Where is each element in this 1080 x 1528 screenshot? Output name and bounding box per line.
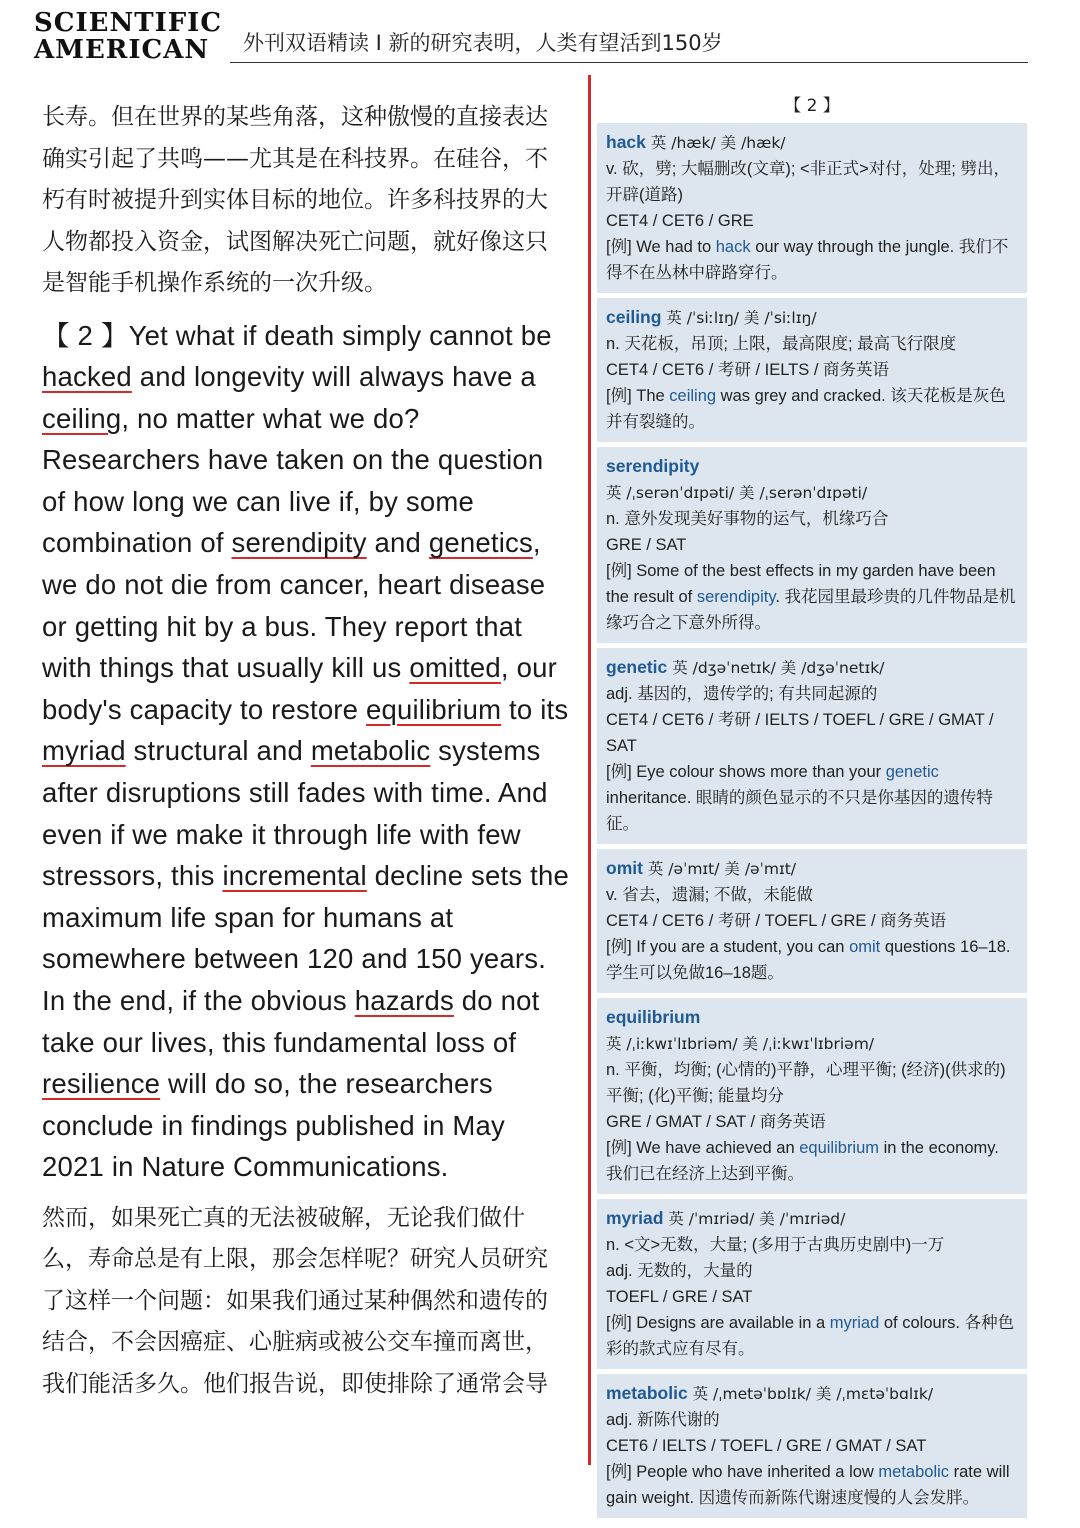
keyword-resilience: resilience — [42, 1068, 161, 1100]
vocab-definition: v. 砍，劈; 大幅删改(文章); <非正式>对付，处理; 劈出，开辟(道路) — [606, 160, 1010, 204]
example-text: inheritance. 眼睛的颜色显示的不只是你基因的遗传特征。 — [606, 789, 993, 833]
keyword-genetics: genetics — [428, 527, 533, 559]
vocab-definition: adj. 无数的，大量的 — [606, 1262, 753, 1280]
keyword-serendipity: serendipity — [231, 527, 367, 559]
vocab-definition: adj. 新陈代谢的 — [606, 1411, 720, 1429]
vocab-card-genetic — [597, 648, 1027, 844]
vocab-headline — [606, 1205, 1017, 1232]
example-keyword: omit — [849, 938, 881, 956]
english-paragraph — [42, 315, 570, 1188]
example-keyword: metabolic — [878, 1463, 950, 1481]
vocabulary-heading: 【 2 】 — [784, 96, 840, 116]
vocab-exam-tags: CET4 / CET6 / GRE — [606, 212, 754, 230]
text-segment: , we do not die from cancer, heart disease or getting hit by a bus. They report that with things that usually kill us — [42, 527, 546, 684]
text-segment: will do so, the researchers conclude in findings published in May 2021 in Nature Communications. — [42, 1068, 505, 1183]
vocab-pronunciation: 英 /ˈsiːlɪŋ/ 美 /ˈsiːlɪŋ/ — [661, 309, 817, 327]
vocab-card-myriad — [597, 1199, 1027, 1369]
vocab-example — [606, 558, 1017, 636]
text-segment: do not take our lives, this fundamental loss of — [42, 985, 540, 1058]
vocab-exam-tags: CET4 / CET6 / 考研 / TOEFL / GRE / 商务英语 — [606, 912, 947, 930]
vocab-headline — [606, 304, 1017, 331]
intro-chinese-paragraph: 长寿。但在世界的某些角落，这种傲慢的直接表达确实引起了共鸣——尤其是在科技界。在硅谷，不朽有时被提升到实体目标的地位。许多科技界的大人物都投入资金，试图解决死亡问题，就好像这只是智能手机操作系统的一次升级。 — [42, 104, 548, 296]
chinese-translation: 然而，如果死亡真的无法被破解，无论我们做什么，寿命总是有上限，那会怎样呢？研究人员研究了这样一个问题：如果我们通过某种偶然和遗传的结合，不会因癌症、心脏病或被公交车撞而离世，我们能活多久。他们报告说，即使排除了通常会导 — [42, 1204, 548, 1397]
text-segment: , no matter what we do? Researchers have taken on the question of how long we can live if, by some combination of — [42, 402, 544, 559]
vocab-word: ceiling — [606, 307, 662, 327]
keyword-ceiling: ceiling — [42, 402, 122, 434]
vocab-example — [606, 1135, 1017, 1187]
text-segment: structural and — [125, 735, 311, 767]
keyword-incremental: incremental — [222, 860, 367, 892]
vocab-example — [606, 1459, 1017, 1511]
page-header — [0, 0, 1080, 75]
vocab-word: hack — [606, 132, 646, 152]
vocab-word: equilibrium — [606, 1007, 701, 1027]
text-segment: and — [366, 527, 429, 559]
example-text: in the economy. 我们已在经济上达到平衡。 — [606, 1139, 999, 1183]
vocab-pronunciation: 英 /hæk/ 美 /hæk/ — [645, 134, 786, 152]
example-text: [例] People who have inherited a low — [606, 1463, 879, 1481]
logo-line-1: SCIENTIFIC — [34, 8, 223, 38]
example-text: [例] Eye colour shows more than your — [606, 763, 886, 781]
article-column — [42, 97, 570, 1405]
example-text: [例] We have achieved an — [606, 1139, 800, 1157]
vocab-exam-tags: CET6 / IELTS / TOEFL / GRE / GMAT / SAT — [606, 1437, 927, 1455]
vocab-headline — [606, 453, 1017, 480]
example-text: questions 16–18. 学生可以免做16–18题。 — [606, 938, 1011, 982]
vocab-card-metabolic — [597, 1374, 1027, 1518]
example-text: [例] We had to — [606, 238, 716, 256]
vocab-pronunciation: 英 /ˌserənˈdɪpəti/ 美 /ˌserənˈdɪpəti/ — [606, 484, 868, 502]
text-segment: decline sets the maximum life span for humans at somewhere between 120 and 150 years. In the end, if the obvious — [42, 860, 569, 1016]
vocab-example — [606, 383, 1017, 435]
vocab-card-equilibrium — [597, 998, 1027, 1194]
vocab-headline — [606, 1380, 1017, 1407]
example-text: [例] Designs are available in a — [606, 1314, 830, 1332]
keyword-equilibrium: equilibrium — [366, 693, 502, 725]
example-text: of colours. 各种色彩的款式应有尽有。 — [606, 1314, 1015, 1358]
paragraph-marker: 【 2 】 — [42, 319, 129, 351]
vocab-exam-tags: CET4 / CET6 / 考研 / IELTS / TOEFL / GRE / GMAT / SAT — [606, 711, 994, 755]
example-text: [例] The — [606, 387, 670, 405]
vocab-definition: n. 意外发现美好事物的运气，机缘巧合 — [606, 510, 889, 528]
vocab-exam-tags: TOEFL / GRE / SAT — [606, 1288, 753, 1306]
keyword-hacked: hacked — [42, 361, 132, 393]
example-text: . 我花园里最珍贵的几件物品是机缘巧合之下意外所得。 — [606, 588, 1016, 632]
english-body — [42, 320, 569, 1183]
example-keyword: myriad — [829, 1314, 880, 1332]
vocab-headline — [606, 1004, 1017, 1031]
vocabulary-list — [597, 123, 1027, 1518]
vocab-card-hack — [597, 123, 1027, 293]
magazine-logo — [34, 10, 222, 64]
vocabulary-column — [597, 90, 1027, 1523]
vocab-headline — [606, 129, 1017, 156]
vocab-exam-tags: CET4 / CET6 / 考研 / IELTS / 商务英语 — [606, 361, 889, 379]
vocab-definition: n. <文>无数，大量; (多用于古典历史剧中)一万 — [606, 1236, 945, 1254]
vocab-card-ceiling — [597, 298, 1027, 442]
header-rule — [230, 62, 1028, 63]
example-text: [例] If you are a student, you can — [606, 938, 850, 956]
keyword-omitted: omitted — [409, 652, 501, 684]
vocab-example — [606, 1310, 1017, 1362]
text-segment: to its — [501, 693, 569, 725]
logo-line-2: AMERICAN — [34, 35, 210, 65]
vocab-word: genetic — [606, 657, 668, 677]
vocab-definition: n. 天花板，吊顶; 上限，最高限度; 最高飞行限度 — [606, 335, 957, 353]
vocab-exam-tags: GRE / SAT — [606, 536, 687, 554]
vocab-example — [606, 759, 1017, 837]
vocab-card-serendipity — [597, 447, 1027, 643]
vocab-headline — [606, 654, 1017, 681]
vocab-definition: n. 平衡，均衡; (心情的)平静，心理平衡; (经济)(供求的)平衡; (化)平衡; 能量均分 — [606, 1061, 1006, 1105]
vocab-pronunciation: 英 /ˈmɪriəd/ 美 /ˈmɪriəd/ — [663, 1210, 846, 1228]
example-keyword: serendipity — [696, 588, 776, 606]
vocab-example — [606, 234, 1017, 286]
example-text: rate will gain weight. 因遗传而新陈代谢速度慢的人会发胖。 — [606, 1463, 1010, 1507]
vocab-pronunciation: 英 /dʒəˈnetɪk/ 美 /dʒəˈnetɪk/ — [667, 659, 885, 677]
keyword-hazards: hazards — [354, 985, 454, 1016]
example-text: was grey and cracked. 该天花板是灰色并有裂缝的。 — [606, 387, 1006, 431]
vocab-headline — [606, 855, 1017, 882]
vocab-pronunciation: 英 /ˌiːkwɪˈlɪbriəm/ 美 /ˌiːkwɪˈlɪbriəm/ — [606, 1035, 875, 1053]
example-text: our way through the jungle. 我们不得不在丛林中辟路穿行。 — [606, 238, 1009, 282]
example-keyword: hack — [715, 238, 751, 256]
vocab-definition: adj. 基因的，遗传学的; 有共同起源的 — [606, 685, 878, 703]
page-title: 外刊双语精读 I 新的研究表明，人类有望活到150岁 — [243, 31, 723, 55]
vocab-word: myriad — [606, 1208, 664, 1228]
vocab-word: metabolic — [606, 1383, 688, 1403]
text-segment: , our body's capacity to restore — [42, 652, 557, 725]
vocab-card-omit — [597, 849, 1027, 993]
keyword-myriad: myriad — [42, 735, 126, 767]
vocab-pronunciation: 英 /əˈmɪt/ 美 /əˈmɪt/ — [642, 860, 797, 878]
vocab-definition: v. 省去，遗漏; 不做，未能做 — [606, 886, 813, 904]
example-text: [例] Some of the best effects in my garden have been the result of — [606, 562, 996, 606]
text-segment: and longevity will always have a — [131, 361, 536, 393]
keyword-metabolic: metabolic — [310, 735, 431, 767]
example-keyword: ceiling — [669, 387, 717, 405]
vocab-pronunciation: 英 /ˌmetəˈbɒlɪk/ 美 /ˌmɛtəˈbɑlɪk/ — [687, 1385, 934, 1403]
vocab-example — [606, 934, 1017, 986]
example-keyword: genetic — [885, 763, 939, 781]
column-divider — [588, 75, 591, 1465]
text-segment: systems after disruptions still fades with time. And even if we make it through life with few stressors, this — [42, 735, 548, 892]
vocab-word: omit — [606, 858, 643, 878]
vocab-exam-tags: GRE / GMAT / SAT / 商务英语 — [606, 1113, 826, 1131]
example-keyword: equilibrium — [799, 1139, 880, 1157]
text-segment: Yet what if death simply cannot be — [128, 319, 552, 351]
vocab-word: serendipity — [606, 456, 700, 476]
